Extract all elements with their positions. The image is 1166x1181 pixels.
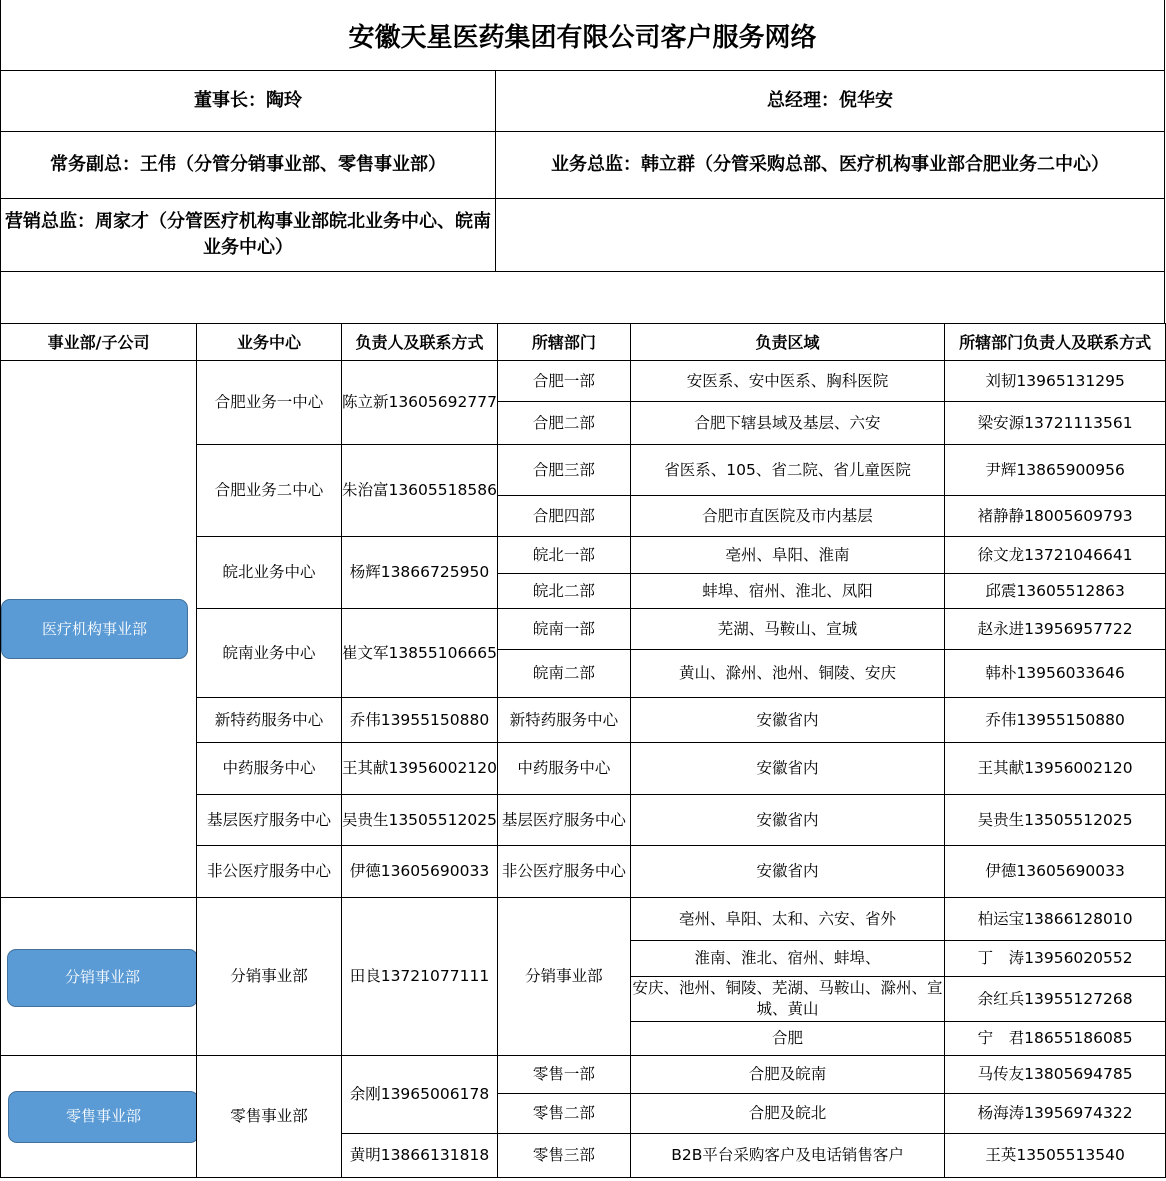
contact-cell: 伊德13605690033 <box>945 846 1166 898</box>
center-lead-cell: 王其献13956002120 <box>341 743 497 795</box>
center-lead-cell: 陈立新13605692777 <box>341 361 497 445</box>
center-cell: 零售事业部 <box>197 1056 342 1178</box>
center-cell: 非公医疗服务中心 <box>197 846 342 898</box>
center-lead-cell: 崔文军13855106665 <box>341 609 497 698</box>
contact-cell: 吴贵生13505512025 <box>945 795 1166 846</box>
dept-cell: 基层医疗服务中心 <box>497 795 630 846</box>
col-header-dept: 所辖部门 <box>497 324 630 361</box>
center-lead-cell: 伊德13605690033 <box>341 846 497 898</box>
col-header-region: 负责区域 <box>630 324 944 361</box>
chairman-cell: 董事长：陶玲 <box>1 71 496 131</box>
dept-cell: 合肥一部 <box>497 361 630 402</box>
general-manager-cell: 总经理：倪华安 <box>767 90 893 111</box>
contact-cell: 宁 君18655186085 <box>945 1022 1166 1056</box>
contact-cell: 余红兵13955127268 <box>945 977 1166 1022</box>
contact-cell: 乔伟13955150880 <box>945 698 1166 743</box>
center-cell: 新特药服务中心 <box>197 698 342 743</box>
dept-cell: 零售一部 <box>497 1056 630 1094</box>
dept-cell: 合肥四部 <box>497 496 630 537</box>
center-cell: 分销事业部 <box>197 898 342 1056</box>
header-row-marketing <box>0 198 1165 272</box>
dept-cell: 零售二部 <box>497 1094 630 1134</box>
dept-cell: 皖南一部 <box>497 609 630 650</box>
center-lead-cell: 黄明13866131818 <box>341 1134 497 1178</box>
dept-cell: 合肥二部 <box>497 402 630 445</box>
contact-cell: 刘韧13965131295 <box>945 361 1166 402</box>
dept-cell: 皖北二部 <box>497 574 630 609</box>
contact-cell: 赵永进13956957722 <box>945 609 1166 650</box>
region-cell: 黄山、滁州、池州、铜陵、安庆 <box>630 650 944 698</box>
center-cell: 皖南业务中心 <box>197 609 342 698</box>
dept-cell: 新特药服务中心 <box>497 698 630 743</box>
contact-cell: 褚静静18005609793 <box>945 496 1166 537</box>
center-lead-cell: 乔伟13955150880 <box>341 698 497 743</box>
region-cell: B2B平台采购客户及电话销售客户 <box>630 1134 944 1178</box>
table-row <box>1 1056 1166 1094</box>
table-header-row <box>1 324 1166 361</box>
center-cell: 合肥业务一中心 <box>197 361 342 445</box>
division-badge-distribution: 分销事业部 <box>7 949 197 1007</box>
contact-cell: 尹辉13865900956 <box>945 445 1166 496</box>
col-header-center: 业务中心 <box>197 324 342 361</box>
contact-cell: 韩朴13956033646 <box>945 650 1166 698</box>
contact-cell: 梁安源13721113561 <box>945 402 1166 445</box>
page-title: 安徽天星医药集团有限公司客户服务网络 <box>0 0 1165 71</box>
division-badge-retail: 零售事业部 <box>8 1091 197 1143</box>
center-lead-cell: 田良13721077111 <box>341 898 497 1056</box>
contact-cell: 徐文龙13721046641 <box>945 537 1166 574</box>
region-cell: 安徽省内 <box>630 698 944 743</box>
region-cell: 安庆、池州、铜陵、芜湖、马鞍山、滁州、宣城、黄山 <box>630 977 944 1022</box>
contact-cell: 王其献13956002120 <box>945 743 1166 795</box>
marketing-director-cell: 营销总监：周家才（分管医疗机构事业部皖北业务中心、皖南业务中心） <box>1 199 496 271</box>
col-header-dept-contact: 所辖部门负责人及联系方式 <box>945 324 1166 361</box>
center-lead-cell: 朱治富13605518586 <box>341 445 497 537</box>
region-cell: 安徽省内 <box>630 743 944 795</box>
region-cell: 安徽省内 <box>630 846 944 898</box>
contact-cell: 王英13505513540 <box>945 1134 1166 1178</box>
region-cell: 合肥及皖北 <box>630 1094 944 1134</box>
contact-cell: 马传友13805694785 <box>945 1056 1166 1094</box>
center-cell: 中药服务中心 <box>197 743 342 795</box>
division-cell-medical <box>1 361 197 898</box>
region-cell: 合肥及皖南 <box>630 1056 944 1094</box>
region-cell: 合肥下辖县域及基层、六安 <box>630 402 944 445</box>
col-header-lead: 负责人及联系方式 <box>341 324 497 361</box>
dept-cell: 零售三部 <box>497 1134 630 1178</box>
center-cell: 基层医疗服务中心 <box>197 795 342 846</box>
spacer-row <box>0 271 1165 324</box>
service-network-table <box>0 323 1166 1178</box>
col-header-division: 事业部/子公司 <box>1 324 197 361</box>
dept-cell: 皖北一部 <box>497 537 630 574</box>
business-director-cell: 业务总监：韩立群（分管采购总部、医疗机构事业部合肥业务二中心） <box>551 154 1109 175</box>
region-cell: 芜湖、马鞍山、宣城 <box>630 609 944 650</box>
region-cell: 安徽省内 <box>630 795 944 846</box>
contact-cell: 丁 涛13956020552 <box>945 941 1166 977</box>
region-cell: 亳州、阜阳、太和、六安、省外 <box>630 898 944 941</box>
contact-cell: 柏运宝13866128010 <box>945 898 1166 941</box>
division-cell-retail <box>1 1056 197 1178</box>
center-cell: 合肥业务二中心 <box>197 445 342 537</box>
region-cell: 合肥 <box>630 1022 944 1056</box>
center-lead-cell: 余刚13965006178 <box>341 1056 497 1134</box>
contact-cell: 杨海涛13956974322 <box>945 1094 1166 1134</box>
region-cell: 安医系、安中医系、胸科医院 <box>630 361 944 402</box>
region-cell: 淮南、淮北、宿州、蚌埠、 <box>630 941 944 977</box>
region-cell: 亳州、阜阳、淮南 <box>630 537 944 574</box>
contact-cell: 邱震13605512863 <box>945 574 1166 609</box>
division-badge-medical: 医疗机构事业部 <box>1 599 188 659</box>
region-cell: 合肥市直医院及市内基层 <box>630 496 944 537</box>
center-cell: 皖北业务中心 <box>197 537 342 609</box>
region-cell: 蚌埠、宿州、淮北、凤阳 <box>630 574 944 609</box>
dept-cell: 非公医疗服务中心 <box>497 846 630 898</box>
header-row-vp <box>0 131 1165 199</box>
dept-cell: 中药服务中心 <box>497 743 630 795</box>
exec-vp-cell: 常务副总：王伟（分管分销事业部、零售事业部） <box>1 132 496 198</box>
dept-cell: 分销事业部 <box>497 898 630 1056</box>
center-lead-cell: 吴贵生13505512025 <box>341 795 497 846</box>
division-cell-distribution <box>1 898 197 1056</box>
table-row <box>1 361 1166 402</box>
table-row <box>1 898 1166 941</box>
dept-cell: 合肥三部 <box>497 445 630 496</box>
header-row-leaders <box>0 70 1165 132</box>
region-cell: 省医系、105、省二院、省儿童医院 <box>630 445 944 496</box>
center-lead-cell: 杨辉13866725950 <box>341 537 497 609</box>
empty-cell <box>496 199 1164 271</box>
dept-cell: 皖南二部 <box>497 650 630 698</box>
